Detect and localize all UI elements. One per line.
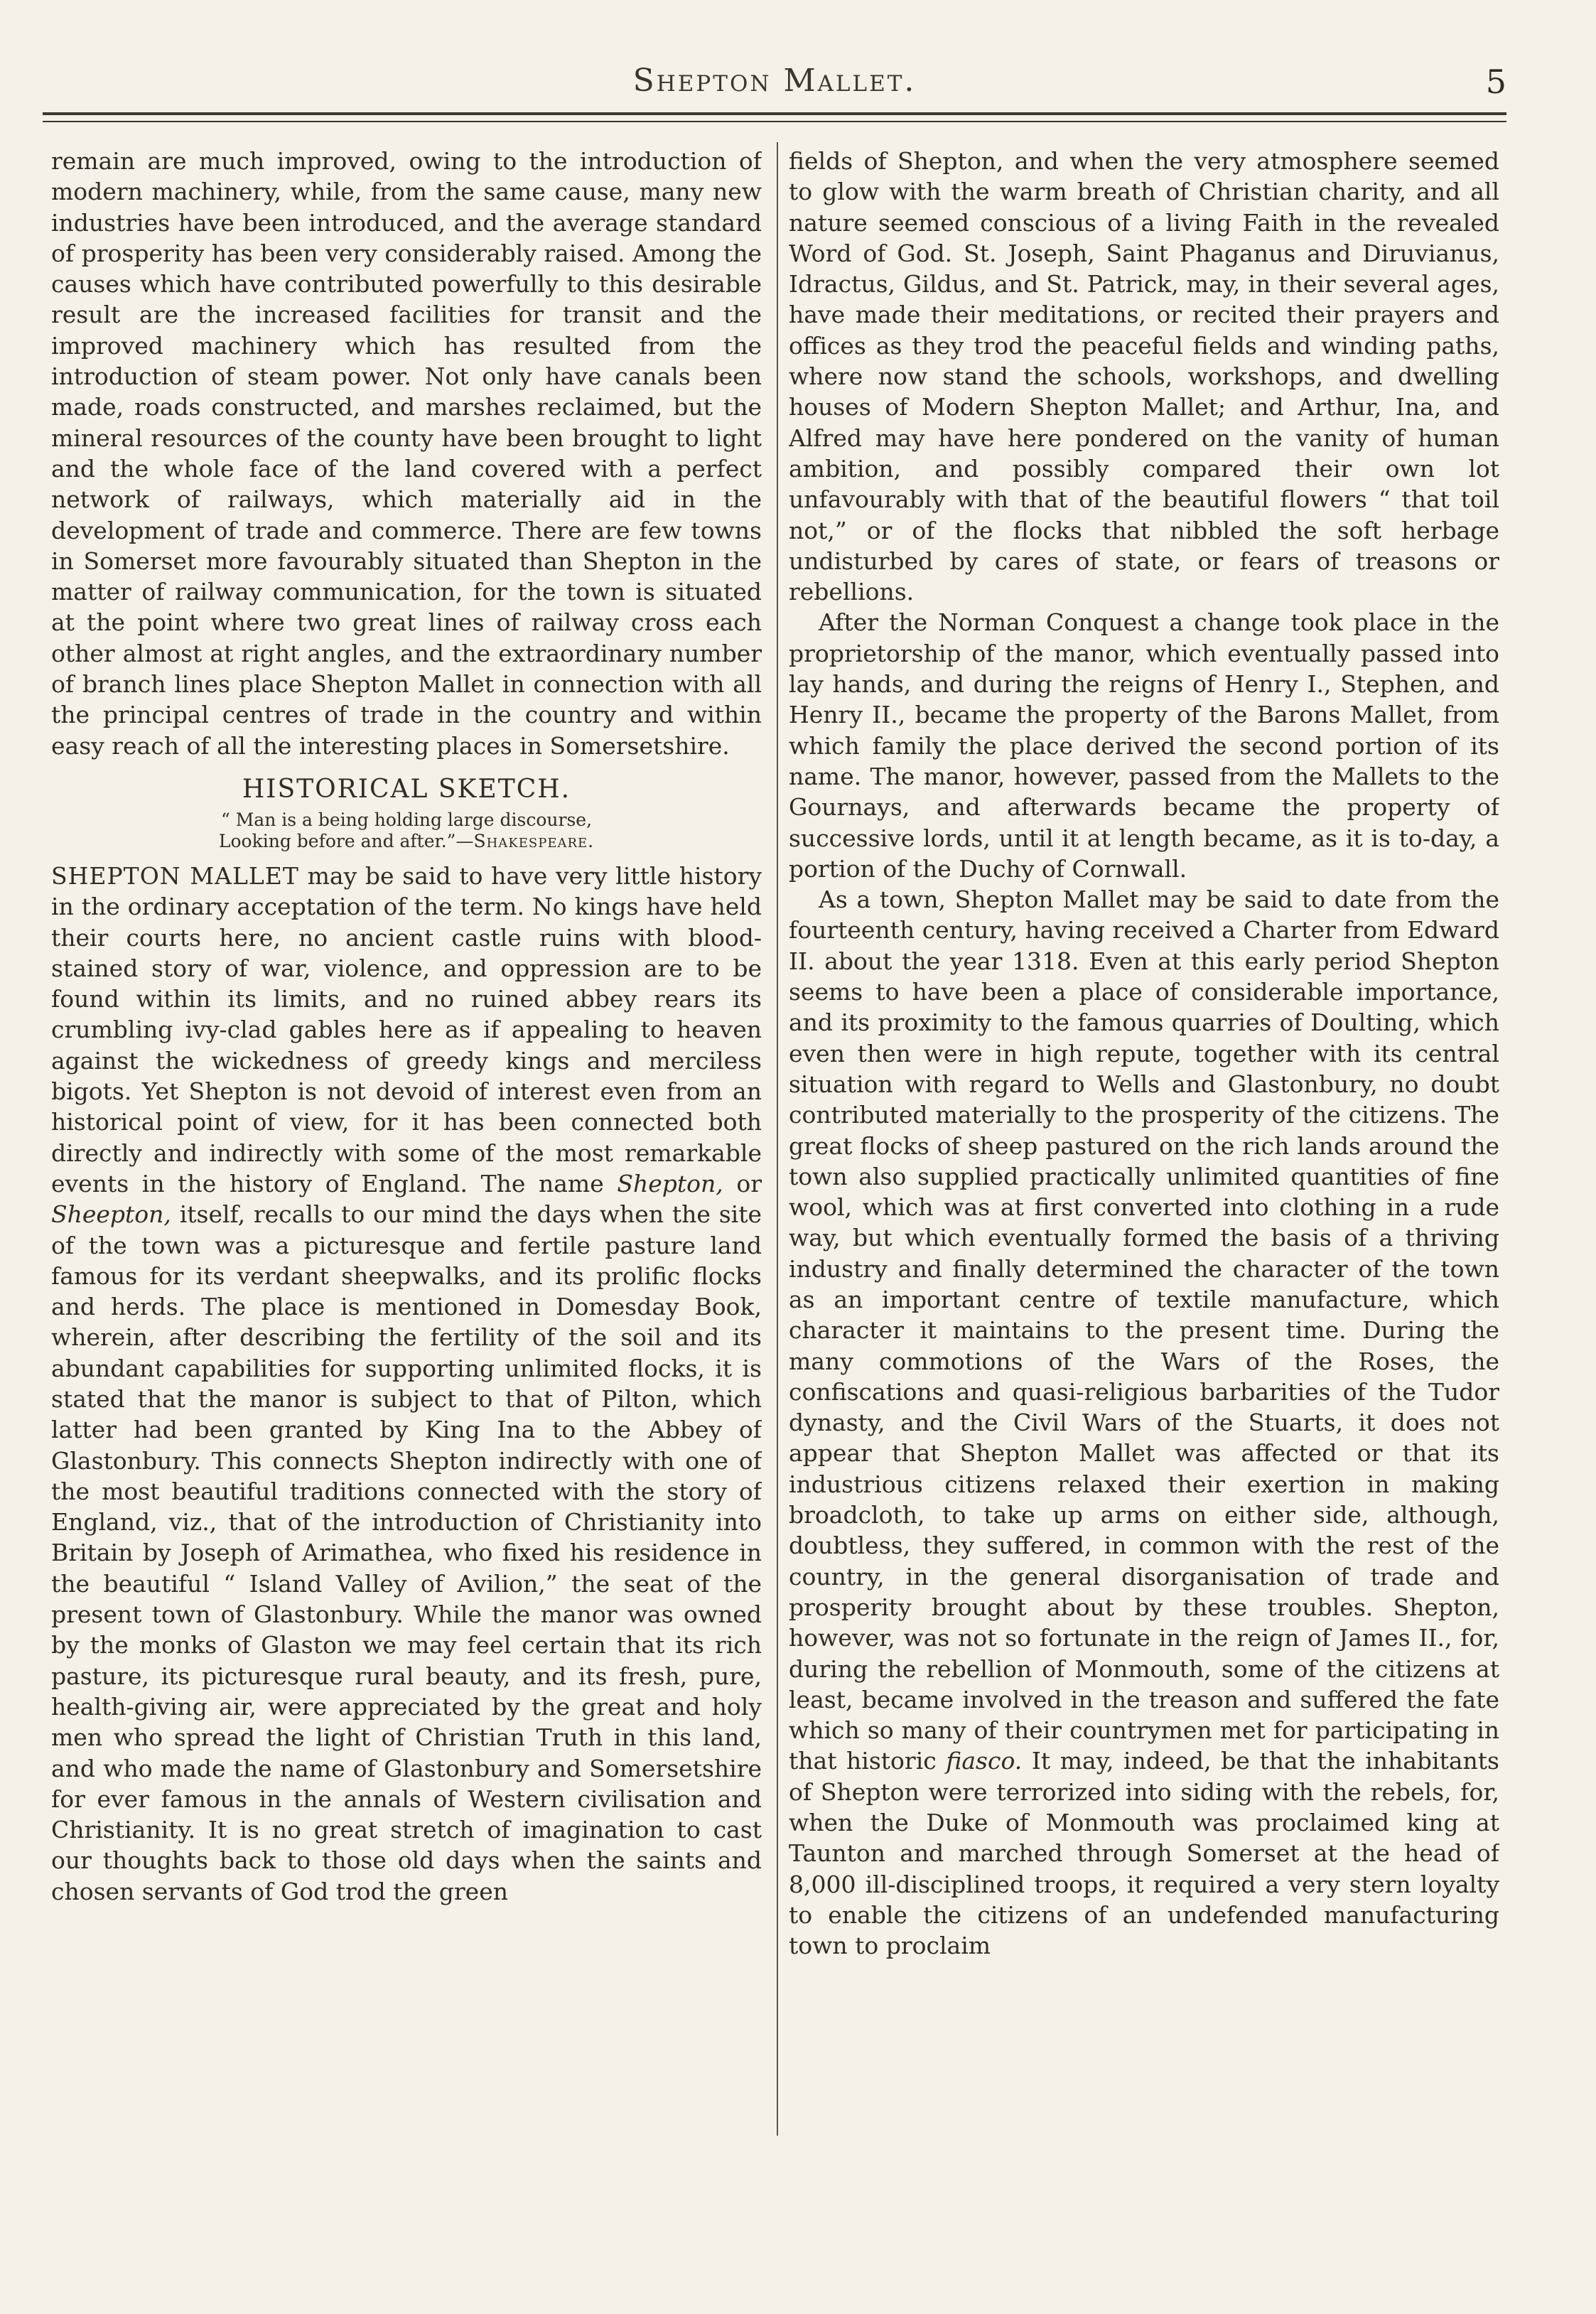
running-head (43, 63, 1506, 105)
right-paragraph-1: fields of Shepton, and when the very atmosphere seemed to glow with the warm breath of Christian charity, and all nature seemed conscious of a living Faith in the revealed Word of God. St. Joseph, Saint Phaganus and Diruvianus, Idractus, Gildus, and St. Patrick, may, in their several ages, have made their meditations, or recited their prayers and offices as they trod the peaceful fields and winding paths, where now stand the schools, workshops, and dwelling houses of Modern Shepton Mallet; and Arthur, Ina, and Alfred may have here pondered on the vanity of human ambition, and possibly compared their own lot unfavourably with that of the beautiful flowers “ that toil not,” or of the flocks that nibbled the soft herbage undisturbed by cares of state, or fears of treasons or rebellions. (789, 147, 1499, 606)
right-paragraph-3 (789, 884, 1499, 1961)
epigraph (51, 809, 762, 852)
left-paragraph-2 (51, 861, 762, 1907)
left-p2-text-c: itself, recalls to our mind the days when the site of the town was a picturesque and fertile pasture land famous for its verdant sheepwalks, and its prolific flocks and herds. The place is mentioned in Domesday Book, wherein, after describing the fertility of the soil and its abundant capabilities for supporting unlimited flocks, it is stated that the manor is subject to that of Pilton, which latter had been granted by King Ina to the Abbey of Glastonbury. This connects Shepton indirectly with one of the most beautiful traditions connected with the story of England, viz., that of the introduction of Christianity into Britain by Joseph of Arimathea, who fixed his residence in the beautiful “ Island Valley of Avilion,” the seat of the present town of Glastonbury. While the manor was owned by the monks of Glaston we may feel certain that its rich pasture, its picturesque rural beauty, and its fresh, pure, health-giving air, were appreciated by the great and holy men who spread the light of Christian Truth in this land, and who made the name of Glastonbury and Somersetshire for ever famous in the annals of Western civilisation and Christianity. It is no great stretch of imagination to cast our thoughts back to those old days when the saints and chosen servants of God trod the green (51, 1200, 762, 1905)
left-column (51, 146, 762, 2136)
right-p3-text-a: As a town, Shepton Mallet may be said to date from the fourteenth century, having received a Charter from Edward II. about the year 1318. Even at this early period Shepton seems to have been a place of considerable importance, and its proximity to the famous quarries of Doulting, which even then were in high repute, together with its central situation with regard to Wells and Glastonbury, no doubt contributed materially to the prosperity of the citizens. The great flocks of sheep pastured on the rich lands around the town also supplied practically unlimited quantities of fine wool, which was at first converted into clothing in a rude way, but which eventually formed the basis of a thriving industry and finally determined the character of the town as an important centre of textile manufacture, which character it maintains to the present time. During the many commotions of the Wars of the Roses, the confiscations and quasi-religious barbarities of the Tudor dynasty, and the Civil Wars of the Stuarts, it does not appear that Shepton Mallet was affected or that its industrious citizens relaxed their exertion in making broadcloth, to take up arms on either side, although, doubtless, they suffered, in common with the rest of the country, in the general disorganisation of trade and prosperity brought about by these troubles. Shepton, however, was not so fortunate in the reign of James II., for, during the rebellion of Monmouth, some of the citizens at least, became involved in the treason and suffered the fate which so many of their countrymen met for participating in that historic (789, 886, 1499, 1775)
right-p3-text-b: It may, indeed, be that the inhabitants of Shepton were terrorized into siding with the rebels, for, when the Duke of Monmouth was proclaimed king at Taunton and marched through Somerset at the head of 8,000 ill-disciplined troops, it required a very stern loyalty to enable the citizens of an undefended manufacturing town to proclaim (789, 1747, 1499, 1960)
right-paragraph-2: After the Norman Conquest a change took place in the proprietorship of the manor, which eventually passed into lay hands, and during the reigns of Henry I., Stephen, and Henry II., became the property of the Barons Mallet, from which family the place derived the second portion of its name. The manor, however, passed from the Mallets to the Gournays, and afterwards became the property of successive lords, until it at length became, as it is to-day, a portion of the Duchy of Cornwall. (789, 608, 1499, 883)
epigraph-line-2 (51, 831, 762, 852)
header-rule-thick (43, 112, 1506, 115)
left-p2-text-a: may be said to have very little history in the ordinary acceptation of the term. No kings have held their courts here, no ancient castle ruins with blood-stained story of war, violence, and oppression are to be found within its limits, and no ruined abbey rears its crumbling ivy-clad gables here as if appealing to heaven against the wickedness of greedy kings and merciless bigots. Yet Shepton is not devoid of interest even from an historical point of view, for it has been connected both directly and indirectly with some of the most remarkable events in the history of England. The name (51, 861, 762, 1198)
page-number: 5 (1485, 63, 1506, 101)
epigraph-attribution: Shakespeare. (473, 830, 595, 851)
section-heading: HISTORICAL SKETCH. (242, 774, 571, 804)
right-column (789, 146, 1499, 2136)
column-divider (777, 142, 778, 2136)
italic-shepton: Shepton, (617, 1169, 723, 1198)
epigraph-line-1: “ Man is a being holding large discourse, (220, 809, 593, 830)
italic-sheepton: Sheepton, (51, 1200, 171, 1229)
left-p2-text-b: or (723, 1169, 762, 1198)
epigraph-line-2-text: Looking before and after.”— (218, 830, 474, 851)
header-rule-thin (43, 121, 1506, 122)
lead-words: SHEPTON MALLET (51, 861, 299, 890)
left-paragraph-1: remain are much improved, owing to the introduction of modern machinery, while, from the same cause, many new industries have been introduced, and the average standard of prosperity has been very considerably raised. Among the causes which have contributed powerfully to this desirable result are the increased facilities for transit and the improved machinery which has resulted from the introduction of steam power. Not only have canals been made, roads constructed, and marshes reclaimed, but the mineral resources of the county have been brought to light and the whole face of the land covered with a perfect network of railways, which materially aid in the development of trade and commerce. There are few towns in Somerset more favourably situated than Shepton in the matter of railway communication, for the town is situated at the point where two great lines of railway cross each other almost at right angles, and the extraordinary number of branch lines place Shepton Mallet in connection with all the principal centres of trade in the country and within easy reach of all the interesting places in Somersetshire. (51, 147, 762, 760)
running-title: Shepton Mallet. (632, 63, 917, 99)
italic-fiasco: fiasco. (946, 1747, 1023, 1775)
